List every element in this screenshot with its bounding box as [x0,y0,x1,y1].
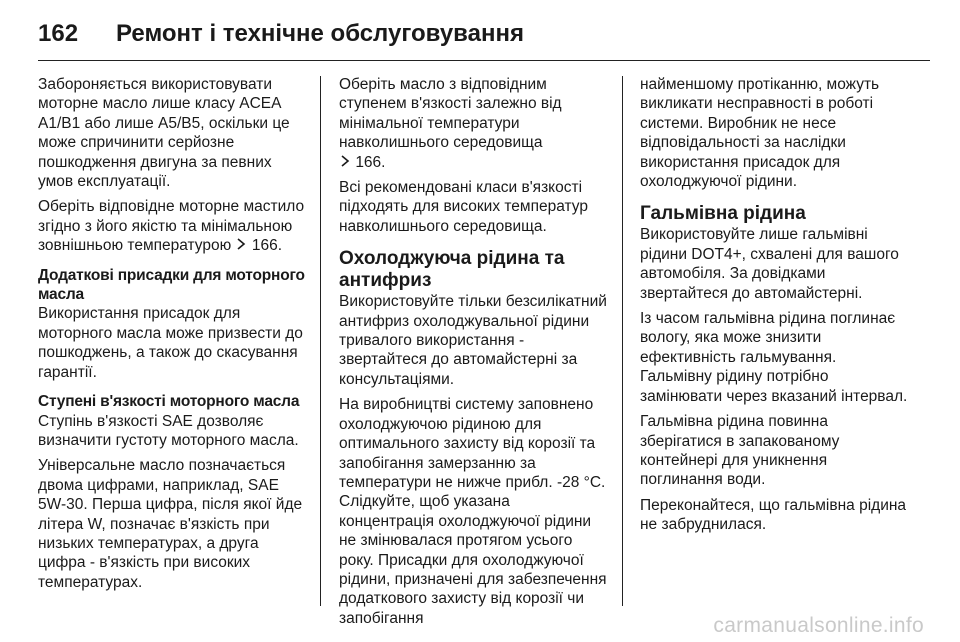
paragraph [38,197,306,255]
column-divider [320,76,321,606]
page-header [38,14,930,54]
page-number: 162 [38,20,79,47]
arrow-right-icon[interactable] [339,153,351,172]
section-heading-brake-fluid: Гальмівна рідина [640,203,806,225]
cross-reference-link[interactable]: 166. [251,237,283,255]
paragraph-text: Оберіть масло з відповідним ступенем в'язкості залежно від мінімальної температури навколишнього середовища [339,76,562,152]
paragraph: Із часом гальмівна рідина поглинає вологу, яка може знизити ефективність гальмування. Гальмівну рідину потрібно замінювати через вказаний інтервал. [640,310,908,405]
paragraph: Всі рекомендовані класи в'язкості підходять для високих температур навколишнього середовища. [339,179,588,235]
paragraph: На виробництві систему заповнено охолоджуючою рідиною для оптимального захисту від корозії та запобігання замерзанню за температури не нижче прибл. -28 °C. Слідкуйте, щоб указана концентрація охолоджуючої рідини не змінювалася протягом усього року. Присадки для охолоджуючої рідини, призначені для забезпечення додаткового захисту від корозії чи запобігання [339,396,607,627]
section-heading-coolant: Охолоджуюча рідина та антифриз [339,248,565,292]
paragraph: Універсальне масло позначається двома цифрами, наприклад, SAE 5W-30. Перша цифра, після якої йде літера W, позначає в'язкість при низьких температурах, а друга цифра - в'язкість при високих температурах. [38,457,303,591]
column-3 [640,75,908,541]
paragraph: Гальмівна рідина повинна зберігатися в запакованому контейнері для уникнення поглинання води. [640,413,840,489]
column-divider [622,76,623,606]
paragraph: Ступінь в'язкості SAE дозволяє визначити густоту моторного масла. [38,412,299,449]
header-rule [38,60,930,61]
paragraph [339,75,607,172]
subheading-additives: Додаткові присадки для моторного масла [38,266,305,304]
paragraph: Використовуйте лише гальмівні рідини DOT4+, схвалені для вашого автомобіля. За довідками звертайтеся до автомайстерні. [640,226,899,302]
paragraph: Використання присадок для моторного масла може призвести до пошкоджень, а також до скасування гарантії. [38,305,303,381]
paragraph: найменшому протіканню, можуть викликати несправності в роботі системи. Виробник не несе відповідальності за наслідки використання присадок для охолоджуючої рідини. [640,76,880,191]
column-1 [38,75,306,598]
paragraph: Використовуйте тільки безсилікатний антифриз охолоджувальної рідини тривалого використання - звертайтеся до автомайстерні за консультаціями. [339,293,607,388]
paragraph-text: Оберіть відповідне моторне мастило згідно з його якістю та мінімальною зовнішньою температурою [38,198,305,255]
page-title: Ремонт і технічне обслуговування [116,20,524,47]
paragraph: Переконайтеся, що гальмівна рідина не забруднилася. [640,496,907,534]
watermark: carmanualsonline.info [713,614,924,637]
column-2 [339,75,607,634]
arrow-right-icon[interactable] [236,236,248,255]
paragraph: Забороняється використовувати моторне масло лише класу ACEA A1/B1 або лише A5/B5, оскільки це може спричинити серйозне пошкодження двигуна за певних умов експлуатації. [38,76,290,191]
subheading-viscosity: Ступені в'язкості моторного масла [38,393,300,411]
cross-reference-link[interactable]: 166. [355,153,386,171]
